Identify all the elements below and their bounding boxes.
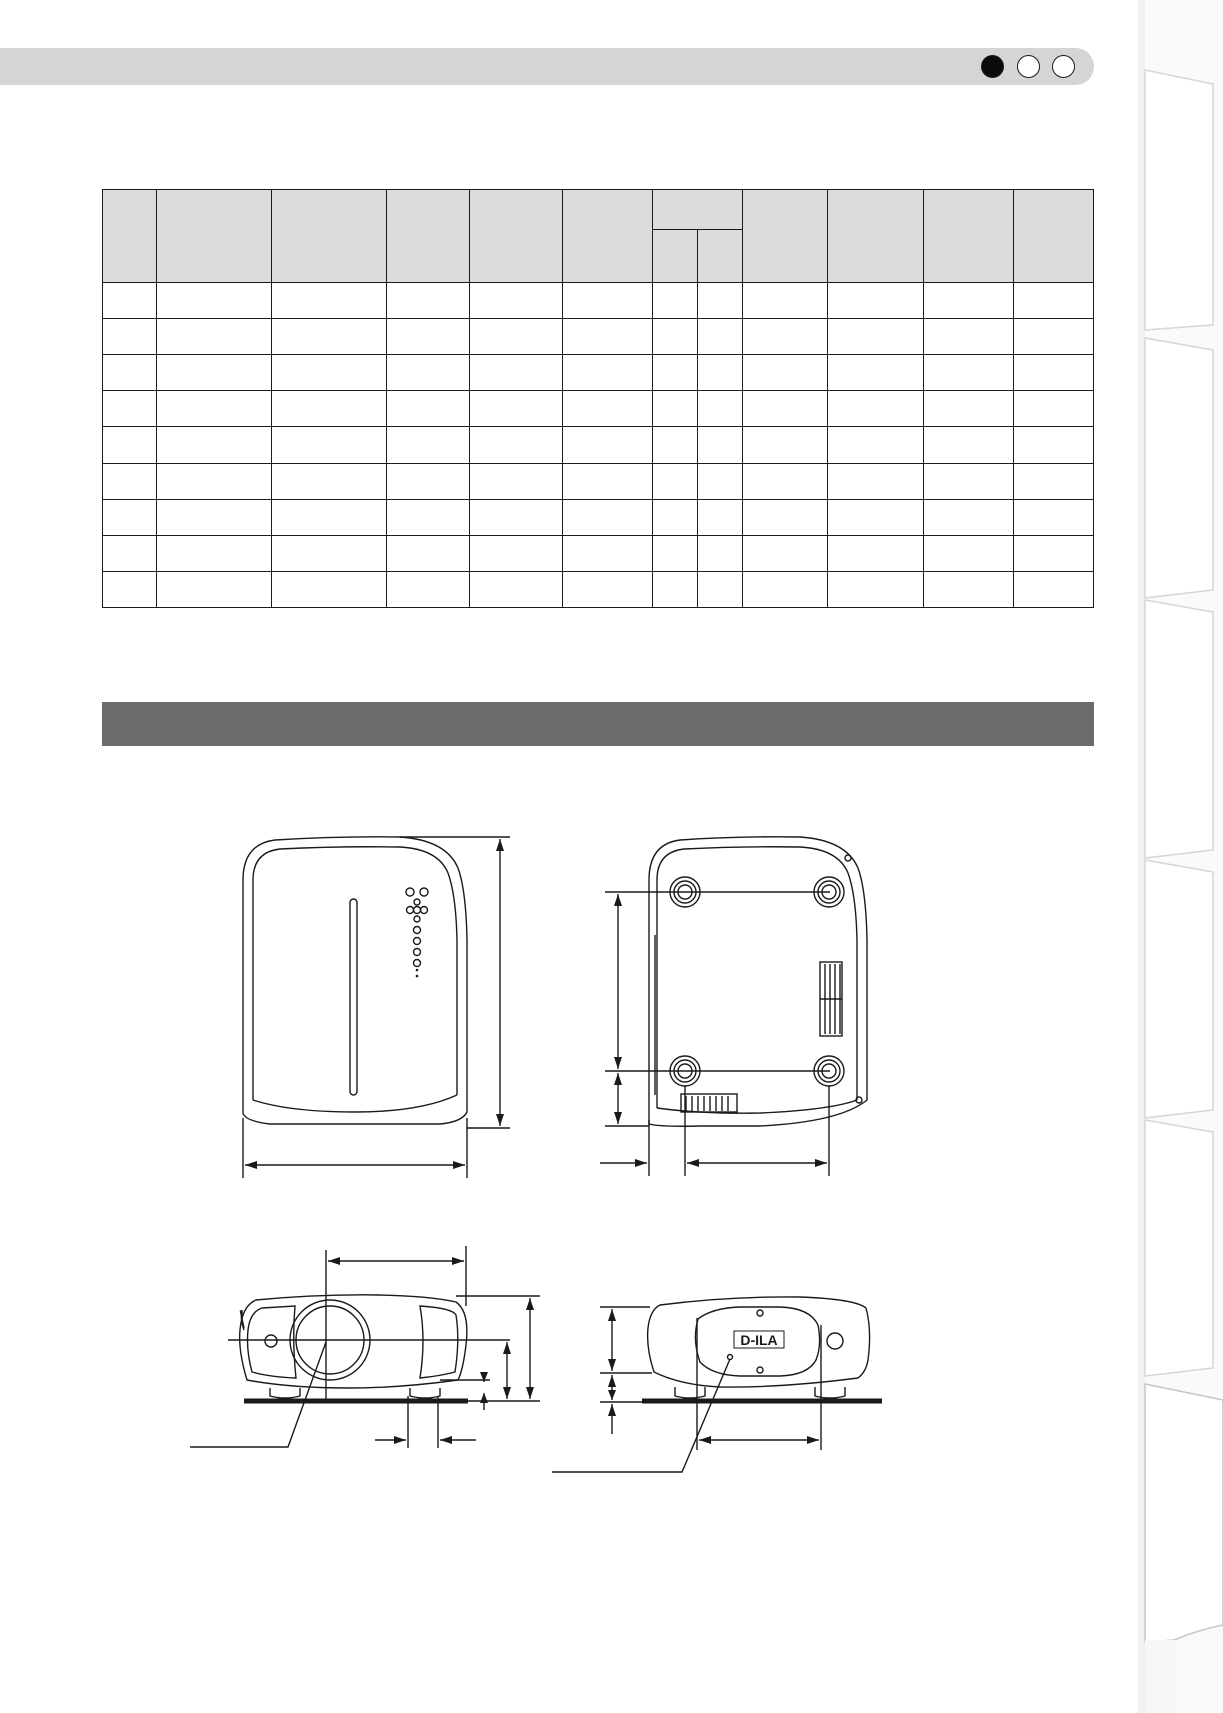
side-tab-1[interactable]: [1145, 70, 1213, 330]
top-view-drawing: [243, 837, 510, 1178]
bottom-view-drawing: [600, 837, 867, 1176]
dila-logo: [734, 1331, 784, 1348]
side-tab-2[interactable]: [1145, 338, 1213, 598]
side-tab-3[interactable]: [1145, 600, 1213, 858]
side-tab-4[interactable]: [1145, 860, 1213, 1118]
side-chapter-tabs: [1138, 0, 1223, 1713]
dila-logo-text: D-ILA: [740, 1332, 778, 1348]
rear-view-drawing: [552, 1297, 882, 1472]
side-tab-5[interactable]: [1145, 1120, 1213, 1376]
front-view-drawing: [190, 1246, 540, 1448]
side-tab-6[interactable]: [1145, 1384, 1223, 1642]
